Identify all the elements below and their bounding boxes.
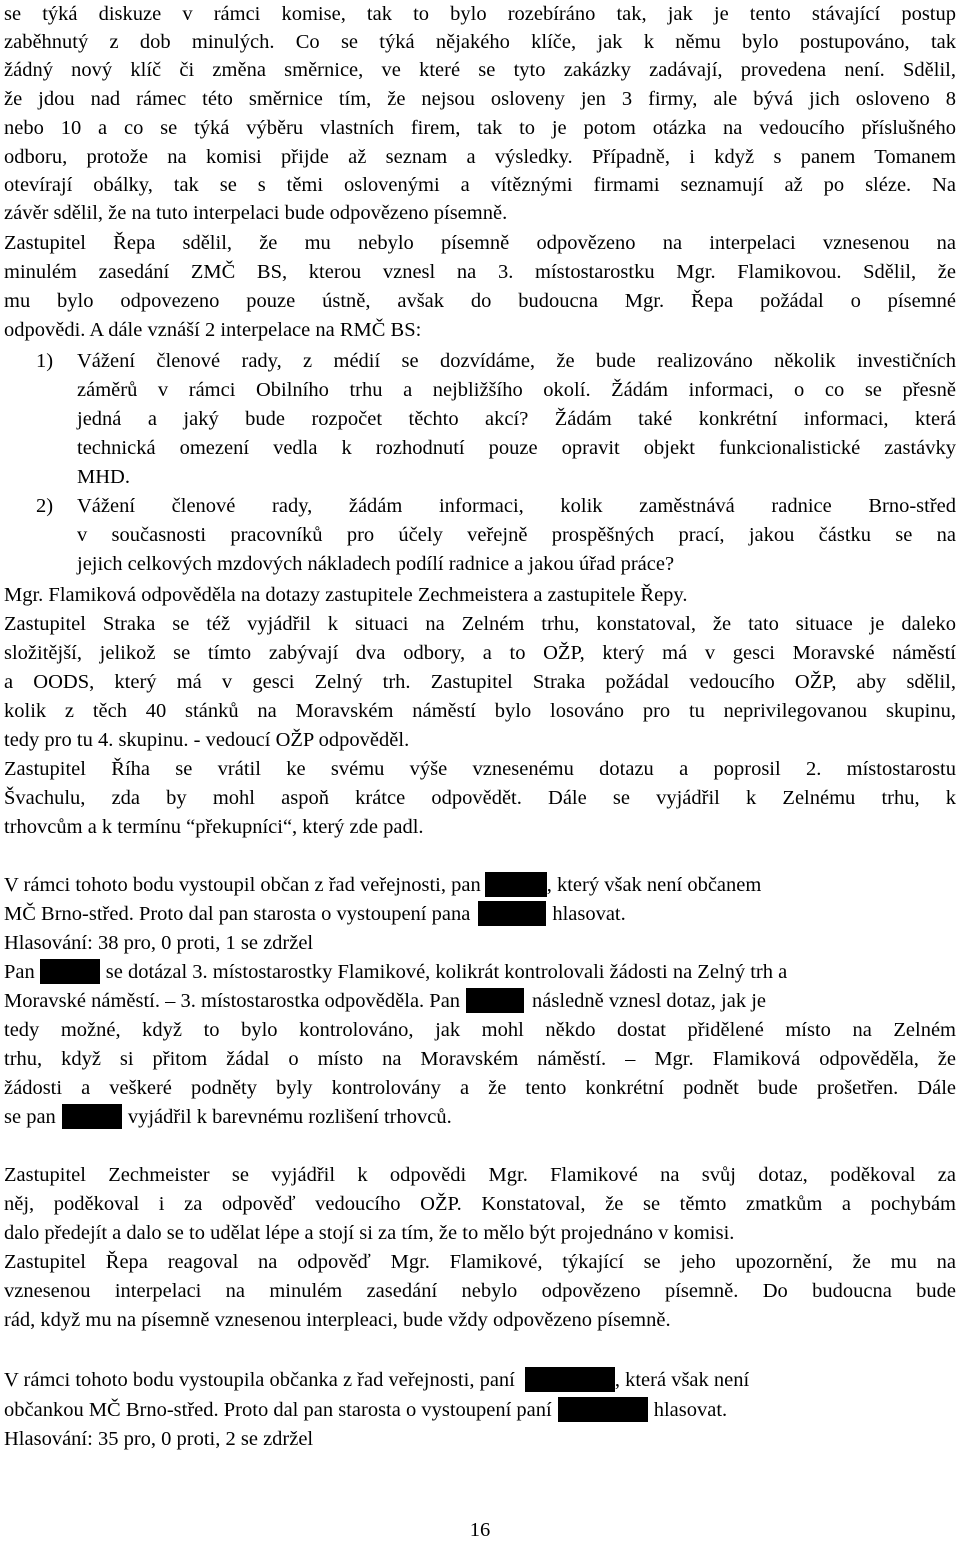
list-item-line: technická omezení vedla k rozhodnutí pouze opravit objekt funkcionalistické zastávky [77,437,956,459]
text-line: odpovědi. A dále vznáší 2 interpelace na RMČ BS: [4,319,422,341]
page-number: 16 [469,1519,491,1541]
text-line: složitější, jelikož se tímto zabývají dva odbory, a to OŽP, který má v gesci Moravské náměstí [4,642,956,664]
text-line: minulém zasedání ZMČ BS, kterou vznesl na 3. místostarostku Mgr. Flamikovou. Sdělil, že [4,261,956,283]
text-line: kolik z těch 40 stánků na Moravském náměstí bylo losováno pro tu neprivilegovanou skupinu, [4,700,956,722]
text-line: žádosti a veškeré podněty byly kontrolovány a že tento konkrétní podnět bude prošetřen. Dále [4,1077,956,1099]
list-item-line: jedná a jaký bude rozpočet těchto akcí? Žádám také konkrétní informaci, která [77,408,956,430]
text-line: rád, když mu na písemně vznesenou interpleaci, bude vždy odpovězeno písemně. [4,1309,671,1331]
text-line: žádný nový klíč či změna směrnice, ve které se tyto zakázky zadávají, provedena není. Sdělil, [4,59,956,81]
text-segment: občankou MČ Brno-střed. Proto dal pan starosta o vystoupení paní [4,1399,552,1421]
text-line: Zastupitel Zechmeister se vyjádřil k odpovědi Mgr. Flamikové na svůj dotaz, poděkoval za [4,1164,956,1186]
text-line: mu bylo odpovezeno pouze ústně, avšak do budoucna Mgr. Řepa požádal o písemné [4,290,956,312]
redacted-name [485,872,547,897]
text-line [4,987,766,1016]
text-line [4,900,626,929]
text-line: tedy možné, když to bylo kontrolováno, jak mohl někdo dostat přidělené místo na Zelném [4,1019,956,1041]
text-line: závěr sdělil, že na tuto interpelaci bude odpovězeno písemně. [4,202,508,224]
text-line: nebo 10 a co se týká výběru vlastních firem, tak to je potom otázka na vedoucího příslušného [4,117,956,139]
text-line [4,1396,727,1425]
text-line [4,871,761,900]
redacted-name [40,959,100,984]
list-number: 1) [36,350,54,372]
text-segment: V rámci tohoto bodu vystoupila občanka z řad veřejnosti, paní [4,1369,515,1391]
list-item-line: jejich celkových mzdových nákladech podílí radnice a jakou úřad práce? [77,553,675,575]
text-line: vznesenou interpelaci na minulém zasedání nebylo odpovězeno písemně. Do budoucna bude [4,1280,956,1302]
text-segment: hlasovat. [552,903,626,925]
redacted-name [478,901,546,926]
list-item-line: Vážení členové rady, z médií se dozvídáme, že bude realizováno několik investičních [77,350,956,372]
redacted-name [525,1367,615,1392]
text-line: Zastupitel Řepa sdělil, že mu nebylo písemně odpovězeno na interpelaci vznesenou na [4,232,956,254]
text-segment: hlasovat. [653,1399,728,1421]
text-segment: , která však není [614,1369,750,1391]
text-line: trhovcům a k termínu “překupníci“, který zde padl. [4,816,424,838]
text-line [4,1366,749,1395]
text-segment: se dotázal 3. místostarostky Flamikové, kolikrát kontrolovali žádosti na Zelný trh a [105,961,788,983]
text-segment: V rámci tohoto bodu vystoupil občan z řad veřejnosti, pan [4,874,481,896]
text-line: že jdou nad rámec této směrnice tím, že nejsou osloveny jen 3 firmy, ale bývá jich osloveno 8 [4,88,956,110]
text-line: Zastupitel Straka se též vyjádřil k situaci na Zelném trhu, konstatoval, že tato situace je daleko [4,613,956,635]
text-segment: Pan [4,961,35,983]
list-number: 2) [36,495,54,517]
text-line: odboru, protože na komisi přijde až seznam a výsledky. Případně, i když s panem Tomanem [4,146,956,168]
text-line: Hlasování: 35 pro, 0 proti, 2 se zdržel [4,1428,314,1450]
redacted-name [558,1397,648,1422]
text-line: Švachulu, zda by mohl aspoň krátce odpovědět. Dále se vyjádřil k Zelnému trhu, k [4,787,956,809]
text-line: dalo předejít a dalo se to udělat lépe a stojí si za tím, že to mělo být projednáno v komisi. [4,1222,735,1244]
text-line: a OODS, který má v gesci Zelný trh. Zastupitel Straka požádal vedoucího OŽP, aby sdělil, [4,671,956,693]
text-line: Zastupitel Řepa reagoval na odpověď Mgr. Flamikové, týkající se jeho upozornění, že mu na [4,1251,956,1273]
text-line: otevírají obálky, tak se s těmi oslovenými a vítěznými firmami seznamují až po sléze. Na [4,174,956,196]
text-segment: následně vznesl dotaz, jak je [532,990,766,1012]
text-line: tedy pro tu 4. skupinu. - vedoucí OŽP odpověděl. [4,729,410,751]
text-line [4,958,787,987]
list-item-line: záměrů v rámci Obilního trhu a nejbližšího okolí. Žádám informaci, o co se přesně [77,379,956,401]
text-line: trhu, když si přitom žádal o místo na Moravském náměstí. – Mgr. Flamiková odpověděla, že [4,1048,956,1070]
redacted-name [466,988,524,1013]
text-segment: , který však není občanem [546,874,762,896]
text-line: Mgr. Flamiková odpověděla na dotazy zastupitele Zechmeistera a zastupitele Řepy. [4,584,688,606]
list-item-line: v současnosti pracovníků pro účely veřejně prospěšných prací, jakou částku se na [77,524,956,546]
text-segment: MČ Brno-střed. Proto dal pan starosta o vystoupení pana [4,903,471,925]
list-item-line: Vážení členové rady, žádám informaci, kolik zaměstnává radnice Brno-střed [77,495,956,517]
text-line: se týká diskuze v rámci komise, tak to bylo rozebíráno tak, jak je tento stávající postup [4,3,956,25]
text-line: Hlasování: 38 pro, 0 proti, 1 se zdržel [4,932,314,954]
text-segment: se pan [4,1106,56,1128]
text-segment: vyjádřil k barevnému rozlišení trhovců. [127,1106,452,1128]
text-line: něj, poděkoval i za odpověď vedoucího OŽP. Konstatoval, že se těmto zmatkům a pochybám [4,1193,956,1215]
redacted-name [62,1104,122,1129]
text-line: zaběhnutý z dob minulých. Co se týká nějakého klíče, jak k němu bylo postupováno, tak [4,31,956,53]
text-segment: Moravské náměstí. – 3. místostarostka odpověděla. Pan [4,990,461,1012]
text-line: Zastupitel Říha se vrátil ke svému výše vznesenému dotazu a poprosil 2. místostarostu [4,758,956,780]
text-line [4,1103,452,1132]
list-item-line: MHD. [77,466,130,488]
